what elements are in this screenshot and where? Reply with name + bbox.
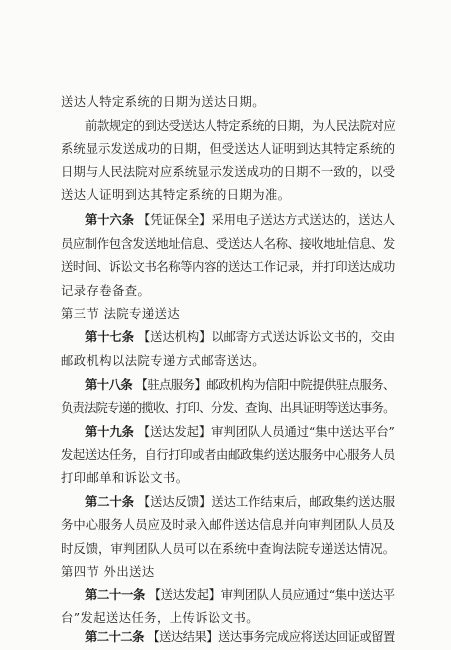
line-text: 第三节 法院专递送达 [61,307,181,321]
article-title: 【送达机构】 [137,330,212,344]
line-text: 以邮寄方式送达诉讼文书的，交由 [211,330,396,344]
section-heading [61,306,395,322]
article-title: 【送达发起】 [148,588,221,602]
article-number: 第二十条 [85,494,134,509]
line-text: 记录存卷备查。 [61,284,151,298]
article-title: 【送达发起】 [137,425,212,439]
line-text: 审判团队人员应通过“集中送达平 [220,588,395,602]
text-line [61,259,395,275]
text-line [61,94,395,110]
line-text: 时反馈，审判团队人员可以在系统中查询法院专递送达情况。 [61,542,396,556]
text-line [61,141,395,157]
line-text: 送达人特定系统的日期为送达日期。 [61,95,265,109]
article-number: 第十八条 [85,377,133,392]
line-text: 日期与人民法院对应系统显示发送成功的日期不一致的，以受 [61,165,396,179]
text-line [61,164,395,180]
line-text: 送达事务完成应将送达回证或留置 [218,630,395,644]
article-line [85,329,395,345]
line-text: 前款规定的到达受送达人特定系统的日期，为人民法院对应 [85,119,396,133]
line-text: 送达工作结束后，邮政集约送达服 [211,495,396,509]
text-line [61,447,395,463]
article-line [85,587,395,603]
article-number: 第十九条 [85,424,134,439]
article-line [85,212,395,228]
article-number: 第十七条 [85,329,134,344]
text-line [61,187,395,203]
line-text: 台”发起送达任务，上传诉讼文书。 [61,611,259,625]
line-text: 邮政机构为信阳中院提供驻点服务、 [206,378,395,392]
line-text: 负责法院专递的揽收、打印、分发、查询、出具证明等送达事务。 [61,401,395,415]
text-line [61,541,395,557]
line-text: 系统显示发送成功的日期，但受送达人证明到达其特定系统的 [61,142,396,156]
article-number: 第十六条 [85,212,134,227]
text-line [61,236,395,252]
line-text: 第四节 外出送达 [61,565,155,579]
article-title: 【送达反馈】 [137,495,212,509]
text-line [85,118,395,134]
article-line [85,629,395,645]
text-line [61,517,395,533]
line-text: 务中心服务人员应及时录入邮件送达信息并向审判团队人员及 [61,518,396,532]
article-number: 第二十一条 [85,587,146,602]
article-line [85,377,395,393]
line-text: 采用电子送达方式送达的，送达人 [211,213,396,227]
text-line [61,400,395,416]
article-title: 【凭证保全】 [137,213,212,227]
line-text: 邮政机构以法院专递方式邮寄送达。 [61,354,265,368]
article-line [85,494,395,510]
text-line [61,283,395,299]
article-title: 【驻点服务】 [135,378,207,392]
line-text: 员应制作包含发送地址信息、受送达人名称、接收地址信息、发 [61,237,395,251]
text-line [61,353,395,369]
line-text: 送达人证明到达其特定系统的日期为准。 [61,188,291,202]
text-line [61,470,395,486]
article-title: 【送达结果】 [147,630,219,644]
article-number: 第二十二条 [85,629,144,644]
section-heading [61,564,395,580]
line-text: 打印邮单和诉讼文书。 [61,471,189,485]
line-text: 发起送达任务，自行打印或者由邮政集约送达服务中心服务人员 [61,448,395,462]
article-line [85,424,395,440]
line-text: 送时间、诉讼文书名称等内容的送达工作记录，并打印送达成功 [61,260,395,274]
text-line [61,610,395,626]
line-text: 审判团队人员通过“集中送达平台” [211,425,395,439]
